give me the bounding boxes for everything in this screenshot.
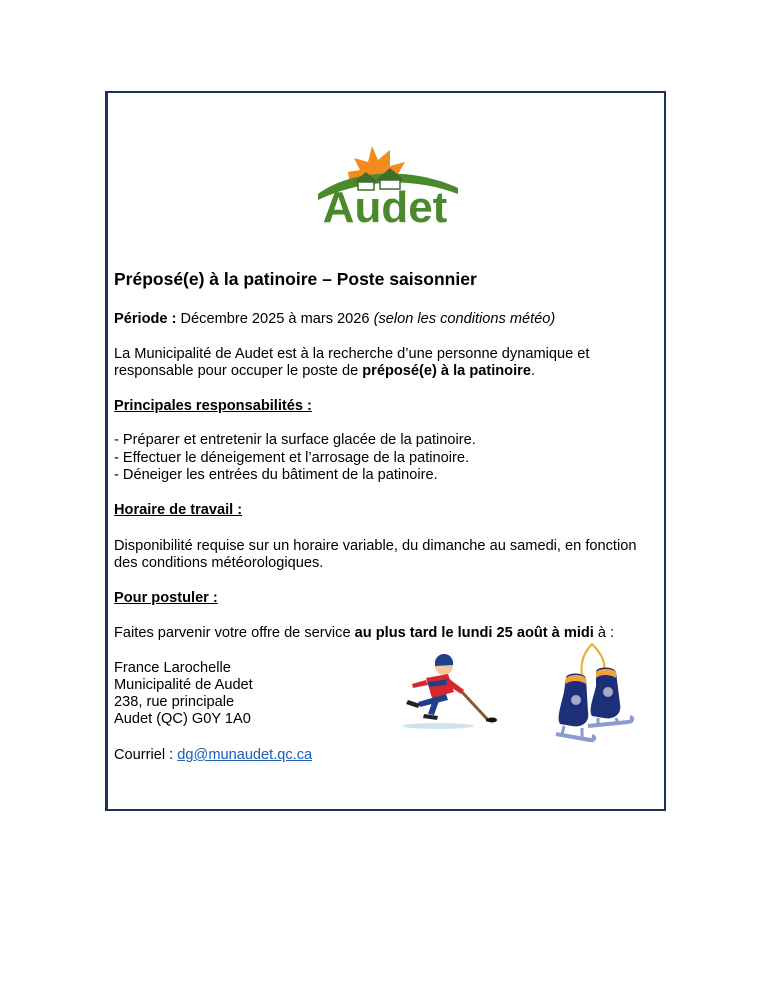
contact-street: 238, rue principale	[114, 694, 235, 710]
period-label: Période :	[114, 311, 177, 327]
apply-heading: Pour postuler :	[114, 590, 218, 606]
responsibility-item: - Préparer et entretenir la surface glacée de la patinoire.	[114, 432, 476, 448]
ice-skates-illustration	[552, 642, 637, 755]
intro-line-2-prefix: responsable pour occuper le poste de	[114, 363, 363, 379]
responsibility-item: - Effectuer le déneigement et l’arrosage de la patinoire.	[114, 450, 470, 466]
apply-prefix: Faites parvenir votre offre de service	[114, 625, 355, 641]
apply-deadline: au plus tard le lundi 25 août à midi	[354, 625, 594, 641]
responsibility-item: - Déneiger les entrées du bâtiment de la patinoire.	[114, 467, 438, 483]
period-line	[114, 311, 555, 328]
schedule-line-1: Disponibilité requise sur un horaire variable, du dimanche au samedi, en fonction	[114, 538, 637, 554]
hockey-player-illustration	[398, 652, 503, 737]
audet-logo	[310, 142, 465, 237]
responsibilities-heading: Principales responsabilités :	[114, 398, 312, 414]
logo-wordmark: Audet	[322, 183, 448, 232]
intro-line-2	[114, 363, 535, 380]
period-value: Décembre 2025 à mars 2026	[176, 311, 374, 327]
contact-name: France Larochelle	[114, 660, 231, 676]
schedule-line-2: des conditions météorologiques.	[114, 555, 324, 571]
intro-line-1: La Municipalité de Audet est à la recherche d’une personne dynamique et	[114, 346, 590, 362]
job-title: Préposé(e) à la patinoire – Poste saisonnier	[114, 269, 477, 289]
intro-line-2-bold: préposé(e) à la patinoire	[362, 363, 531, 379]
contact-city: Audet (QC) G0Y 1A0	[114, 711, 251, 727]
email-line	[114, 747, 312, 764]
apply-line	[114, 625, 614, 642]
apply-suffix: à :	[593, 625, 615, 641]
email-link[interactable]: dg@munaudet.qc.ca	[177, 747, 313, 763]
schedule-heading: Horaire de travail :	[114, 502, 243, 518]
email-label: Courriel :	[114, 747, 178, 763]
contact-org: Municipalité de Audet	[114, 677, 253, 693]
period-note: (selon les conditions météo)	[373, 311, 556, 327]
intro-line-2-suffix: .	[530, 363, 536, 379]
